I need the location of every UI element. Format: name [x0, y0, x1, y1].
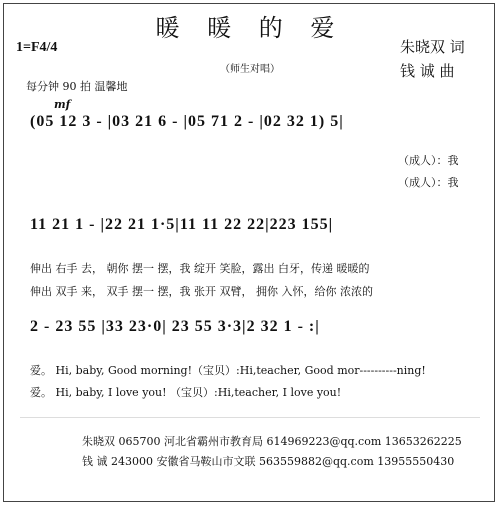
lyric-line-3: 爱。 Hi, baby, Good morning!（宝贝）:Hi,teacher, Good mor----------ning!	[30, 364, 426, 377]
lyric-line-1: 伸出 右手 去， 朝你 摆一 摆，我 绽开 笑脸，露出 白牙，传递 暖暖的	[30, 262, 370, 275]
tempo-marking: 每分钟 90 拍 温馨地	[26, 80, 128, 93]
score-row-2: 11 21 1 - |22 21 1·5|11 11 22 22|223 155|	[30, 216, 334, 233]
lyric-line-2: 伸出 双手 来， 双手 摆一 摆，我 张开 双臂， 拥你 入怀，给你 浓浓的	[30, 285, 373, 298]
key-signature: 1=F4/4	[16, 40, 58, 55]
contact-line-1: 朱晓双 065700 河北省霸州市教育局 614969223@qq.com 13653262225	[82, 435, 462, 448]
role-label-1: （成人）：我	[398, 154, 459, 167]
lyricist-credit: 朱晓双 词	[400, 38, 465, 56]
composer-credit: 钱 诚 曲	[400, 62, 455, 80]
lyric-line-4: 爱。 Hi, baby, I love you! （宝贝）:Hi,teacher, I love you!	[30, 386, 342, 399]
role-label-2: （成人）：我	[398, 176, 459, 189]
song-subtitle: （师生对唱）	[220, 64, 280, 75]
contact-line-2: 钱 诚 243000 安徽省马鞍山市文联 563559882@qq.com 13955550430	[82, 455, 455, 468]
dynamic-mark: mf	[54, 98, 71, 111]
song-title: 暖 暖 的 爱	[155, 14, 345, 42]
divider	[20, 417, 480, 418]
score-row-1: (05 12 3 - |03 21 6 - |05 71 2 - |02 32 1) 5|	[30, 113, 344, 130]
score-row-3: 2 - 23 55 |33 23·0| 23 55 3·3|2 32 1 - :|	[30, 318, 320, 335]
